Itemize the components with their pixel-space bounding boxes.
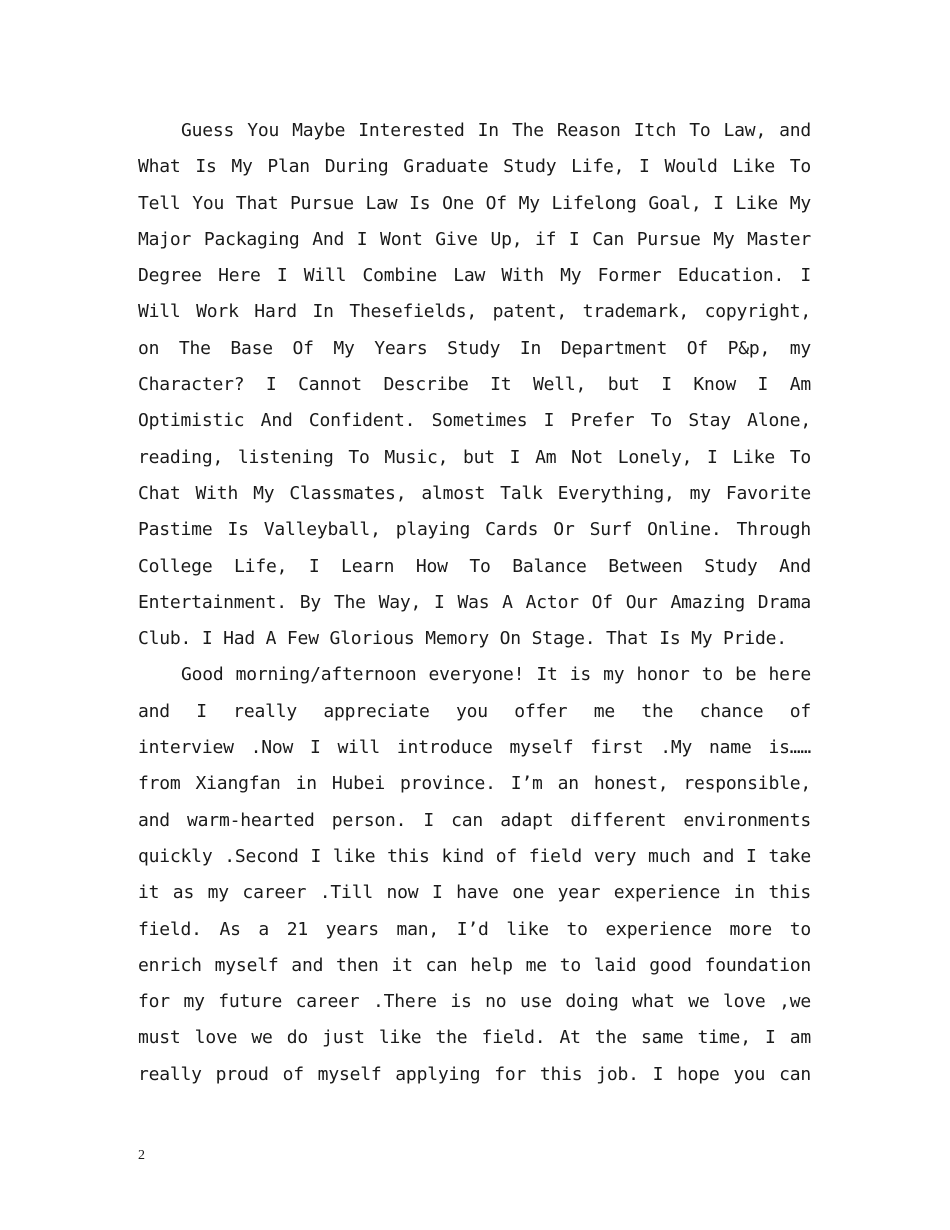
text-line: Pastime Is Valleyball, playing Cards Or Surf Online. Through — [138, 519, 811, 541]
text-line: and warm-hearted person. I can adapt different environments — [138, 809, 811, 831]
text-line: interview .Now I will introduce myself first .My name is…… — [138, 737, 811, 759]
text-line: Optimistic And Confident. Sometimes I Prefer To Stay Alone, — [138, 410, 811, 432]
text-line: from Xiangfan in Hubei province. I’m an honest, responsible, — [138, 773, 811, 795]
text-line: on The Base Of My Years Study In Department Of P&p, my — [138, 337, 811, 359]
text-line: Degree Here I Will Combine Law With My Former Education. I — [138, 265, 811, 287]
text-line: Major Packaging And I Wont Give Up, if I Can Pursue My Master — [138, 228, 811, 250]
document-body — [138, 113, 811, 1093]
page-number: 2 — [138, 1148, 145, 1163]
text-line: Chat With My Classmates, almost Talk Everything, my Favorite — [138, 482, 811, 504]
text-line: enrich myself and then it can help me to laid good foundation — [138, 954, 811, 976]
text-line: must love we do just like the field. At the same time, I am — [138, 1027, 811, 1049]
text-line: reading, listening To Music, but I Am Not Lonely, I Like To — [138, 446, 811, 468]
text-line: Will Work Hard In Thesefields, patent, trademark, copyright, — [138, 301, 811, 323]
text-line: for my future career .There is no use doing what we love ,we — [138, 991, 811, 1013]
text-line: Club. I Had A Few Glorious Memory On Stage. That Is My Pride. — [138, 628, 787, 650]
paragraph-self-introduction — [138, 657, 811, 1093]
text-line: Good morning/afternoon everyone! It is my honor to be here — [181, 664, 811, 686]
text-line: College Life, I Learn How To Balance Between Study And — [138, 555, 811, 577]
text-line: Entertainment. By The Way, I Was A Actor Of Our Amazing Drama — [138, 591, 811, 613]
text-line: What Is My Plan During Graduate Study Life, I Would Like To — [138, 156, 811, 178]
text-line: field. As a 21 years man, I’d like to experience more to — [138, 918, 811, 940]
text-line: Tell You That Pursue Law Is One Of My Lifelong Goal, I Like My — [138, 192, 811, 214]
text-line: it as my career .Till now I have one year experience in this — [138, 882, 811, 904]
text-line: Character? I Cannot Describe It Well, but I Know I Am — [138, 374, 811, 396]
text-line: and I really appreciate you offer me the chance of — [138, 700, 811, 722]
text-line: really proud of myself applying for this job. I hope you can — [138, 1063, 811, 1085]
text-line: Guess You Maybe Interested In The Reason Itch To Law, and — [181, 120, 811, 141]
paragraph-law-plan — [138, 113, 811, 657]
text-line: quickly .Second I like this kind of field very much and I take — [138, 845, 811, 867]
